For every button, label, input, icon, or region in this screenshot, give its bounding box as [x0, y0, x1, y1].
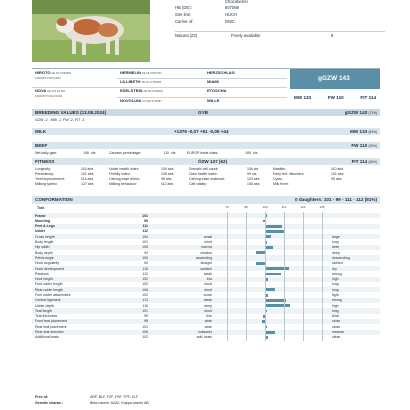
trait-row [32, 335, 380, 340]
trait-value: 102 [142, 335, 148, 340]
trait-value: 116 [142, 303, 148, 308]
trait-value: 104 [142, 234, 148, 239]
grid-line [227, 212, 228, 341]
trait-name: Rear teat direction [35, 330, 64, 335]
dam-sire: EDELSTEIN DE 09 53789202 [120, 88, 164, 93]
grid-line [303, 212, 304, 341]
beef-table [35, 150, 380, 155]
trait-name: Additional teats [35, 335, 59, 340]
trait-name: Feet & Legs [35, 224, 55, 229]
trait-bar [265, 246, 273, 249]
trait-high-label: wide [332, 245, 340, 250]
trait-name: Hock angularity [35, 261, 60, 266]
trait-value: 102 [142, 277, 148, 282]
trait-name: Hoof height [35, 277, 53, 282]
trait-name: Pasterns [35, 271, 49, 276]
trait-bar [265, 299, 286, 302]
sire-sire-sire: HERZSCHLAG [207, 70, 235, 75]
table-row: Yield improvement: 114 abs Calving ease direct: 98 abs Calving ease maternal: 103 abs Cysts: 95 abs [35, 176, 342, 181]
trait-value: 101 [142, 324, 148, 329]
trait-high-label: inwards [332, 330, 345, 335]
trait-low-label: weak [203, 271, 212, 276]
trait-name: Cross height [35, 234, 55, 239]
tick-label: 76 [225, 205, 229, 209]
conformation-axis [32, 206, 380, 212]
trait-name: Body length [35, 240, 54, 245]
trait-value: 101 [142, 240, 148, 245]
trait-value: 99 [144, 218, 148, 223]
trait-name: Rear udder length [35, 287, 64, 292]
table-row: Persistency: 101 abs Fertility index: 105 abs Claw health index: 99 cts Early fert. disorders: 101 abs [35, 171, 344, 176]
trait-name: Pelvis angle [35, 255, 54, 260]
ggzw-index-box: gGZW 143 [290, 69, 380, 89]
grid-line [246, 212, 247, 341]
trait-low-label: ascending [196, 255, 212, 260]
grid-line [284, 212, 285, 341]
tick-label: 88 [244, 205, 248, 209]
trait-name: Fore udder attachment [35, 293, 71, 297]
trait-name: Udder [35, 229, 46, 234]
sire-sire: HERMELIN DE 09 57497464 [120, 70, 162, 75]
trait-high-label: long [332, 240, 339, 245]
trait-low-label: deep [204, 303, 212, 308]
trait-bar [265, 331, 275, 334]
trait-name: Teat length [35, 308, 53, 313]
bull-info [175, 0, 385, 40]
tick-label: 100 [262, 205, 268, 209]
trait-high-label: tight [332, 293, 339, 297]
trait-value: 115 [142, 266, 148, 271]
footer: Free of: ARF, BLF, F2F, FSF, TPF, ZLF Genetic charac.: Beta casein: A2A2, Kappa casein AB [35, 394, 149, 405]
dam-sire-sire: ETOSCHA [207, 88, 227, 93]
trait-high-label: deep [332, 250, 340, 255]
fitness-table [35, 166, 380, 187]
trait-high-label: long [332, 308, 339, 313]
sire-sire-dam: MIAMI [207, 79, 219, 84]
trait-high-label: strong [332, 298, 342, 303]
trait-bar [265, 273, 281, 276]
trait-low-label: narrow [201, 245, 212, 250]
table-row: Net daily gain: 106 cts Carcass percentage: 110 cts EUROP trade class: 106 cts [35, 150, 258, 155]
trait-high-label: long [332, 287, 339, 292]
trait-high-label: thick [332, 314, 340, 319]
trait-value: 102 [142, 293, 148, 297]
trait-value: 112 [142, 229, 148, 234]
trait-low-label: straight [200, 261, 212, 266]
trait-high-label: long [332, 282, 339, 287]
trait-low-label: swollen [200, 266, 212, 271]
trait-name: Central ligament [35, 298, 61, 303]
breeding-sub: GZW -2 , MW -1, FW -2, FIT -1 [35, 118, 85, 122]
trait-high-label: high [332, 303, 339, 308]
trait-high-label: dry [332, 266, 337, 271]
trait-value: 100 [142, 282, 148, 287]
trait-bar [256, 251, 266, 254]
trait-value: 110 [142, 271, 148, 276]
trait-high-label: large [332, 234, 340, 239]
trait-low-label: short [204, 240, 212, 245]
trait-value: 101 [142, 213, 148, 218]
trait-low-label: small [203, 234, 212, 239]
trait-value: 99 [144, 314, 148, 319]
sire: HIROTO DE 09 17549590 125/118/77/116,0,83/4 [35, 70, 72, 80]
trait-value: 100 [142, 255, 148, 260]
trait-name: Rear teat placement [35, 324, 67, 329]
trait-value: 94 [144, 250, 148, 255]
sire-line-row: Sire line: HUCH [175, 11, 238, 17]
trait-low-label: wide [204, 324, 212, 329]
trait-name: Fore udder length [35, 282, 63, 287]
trait-low-label: weak [203, 298, 212, 303]
trait-low-label: outwards [197, 330, 212, 335]
sire-dam: LILLIBETH DE 09 17766468 [120, 79, 162, 84]
trait-high-label: sickled [332, 261, 343, 266]
trait-low-label: short [204, 308, 212, 313]
trait-low-label: thin [206, 314, 212, 319]
breeding-values-bar: BREEDING VALUES (13.08.2024) GYB gGZW 143 (71%) [32, 109, 380, 116]
trait-name: Udder depth [35, 303, 55, 308]
tick-label: 124 [300, 205, 306, 209]
milk-bar: MILK +1376 -0,07 +51 -0,05 +44 MW 133 (84%) [32, 128, 380, 135]
trait-low-label: short [204, 282, 212, 287]
index-summary: MW 133 FW 110 FIT 114 [294, 95, 376, 100]
trait-value: 106 [142, 330, 148, 335]
trait-value: 94 [144, 261, 148, 266]
trait-low-label: loose [203, 293, 212, 297]
trait-name: Muscling [35, 218, 51, 223]
trait-value: 106 [142, 287, 148, 292]
trait-value: 105 [142, 245, 148, 250]
trait-bar [265, 304, 290, 307]
trait-low-label: add. teats [196, 335, 212, 340]
grid-line [322, 212, 323, 341]
trait-name: Front teat placement [35, 319, 68, 324]
conformation-table [32, 213, 380, 340]
trait-bar [265, 267, 289, 270]
trait-name: Teat thickness [35, 314, 58, 319]
trait-low-label: low [206, 277, 212, 282]
trait-name: Frame [35, 213, 46, 218]
trait-name: Body depth [35, 250, 53, 255]
bull-name: Chocoberrin [225, 0, 248, 4]
trait-high-label: close [332, 319, 341, 324]
trait-value: 101 [142, 308, 148, 313]
trait-high-label: close [332, 324, 341, 329]
trait-value: 113 [142, 298, 148, 303]
tick-label: 112 [281, 205, 287, 209]
beef-bar: BEEF FW 110 (95%) [32, 142, 380, 149]
fitness-bar: FITNESS ÖZW 137 (62) FIT 114 (66%) [32, 158, 380, 165]
hb-row: HB (DE): 607088 [175, 4, 239, 10]
trait-high-label: high [332, 277, 339, 282]
trait-value: 98 [144, 319, 148, 324]
trait-low-label: short [204, 287, 212, 292]
grid-line [265, 212, 266, 341]
trait-name: Hip width [35, 245, 50, 250]
trait-value: 111 [142, 224, 148, 229]
table-row: Longevity: 116 abs Udder health index: 109 abs Somatic cell count: 106 cts Mastitis: 110 abs [35, 166, 344, 171]
trait-bar [256, 262, 266, 265]
tick-label: 136 [319, 205, 325, 209]
trait-low-label: shallow [200, 250, 212, 255]
natural-row: Natural (Z2) Freely available 9 [175, 31, 385, 40]
conformation-bar: CONFORMATION 0 daughters: 101 - 99 - 111 - 112 (81%) [32, 196, 380, 204]
trait-low-label: wide [204, 319, 212, 324]
trait-high-label: strong [332, 271, 342, 276]
trait-high-label: descending [332, 255, 350, 260]
trait-high-label: clean [332, 335, 341, 340]
dam: NOVA DE 276 3/4 561 132/115/77/116,0,5/109 [35, 88, 66, 98]
trait-bar [265, 225, 282, 228]
carrier-row: Carrier of: DWC [175, 18, 236, 24]
trait-name: Hock development [35, 266, 64, 271]
trait-header: Trait [37, 206, 45, 210]
pedigree [32, 68, 380, 108]
bull-photo [32, 0, 150, 62]
dam-dam: NOVOLUNI CZ 000 3713887 [120, 98, 162, 103]
trait-bar [265, 288, 275, 291]
table-row: Milking speed: 127 abs Milking behaviour: 112 abs Calf vitality: 106 abs Milk fever: [35, 182, 289, 187]
dam-sire-dam: WILLE [207, 98, 220, 103]
trait-bar [265, 230, 284, 233]
